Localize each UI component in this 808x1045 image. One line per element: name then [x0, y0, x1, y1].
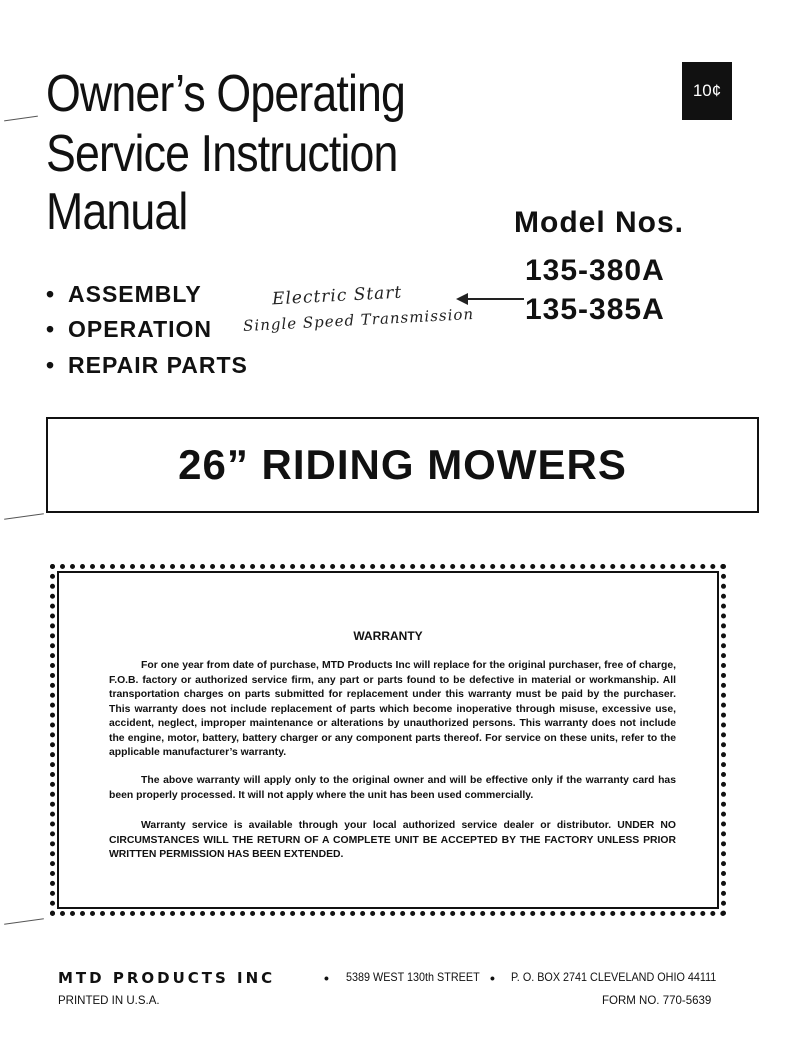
title-line-1: Owner’s Operating	[46, 65, 406, 123]
title-line-2: Service Instruction	[46, 125, 398, 183]
scan-mark	[4, 918, 44, 925]
model-heading: Model Nos.	[514, 206, 685, 239]
feature-item-repair-parts: • REPAIR PARTS	[46, 352, 248, 378]
warranty-paragraph-2: The above warranty will apply only to the original owner and will be effective only if the warranty card has been properly processed. It will not apply where the unit has been used commercially.	[109, 775, 676, 801]
model-number-2: 135-385A	[525, 293, 665, 326]
arrow-head-icon	[456, 293, 468, 305]
banner-text: 26” RIDING MOWERS	[178, 441, 627, 488]
warranty-paragraph-3: Warranty service is available through your local authorized service dealer or distributor. UNDER NO CIRCUMSTANCES WILL THE RETURN OF A COMPLETE UNIT BE ACCEPTED BY THE FACTORY UNLESS PRIOR WRITTEN PERMISSION HAS BEEN EXTENDED.	[109, 820, 676, 860]
scan-mark	[4, 513, 44, 520]
feature-item-operation: • OPERATION	[46, 316, 213, 342]
separator-dot-icon: •	[490, 970, 495, 986]
warranty-title: WARRANTY	[353, 629, 423, 643]
bullet-icon: •	[46, 316, 56, 342]
scan-mark	[4, 116, 38, 122]
title-banner	[46, 417, 759, 513]
price-badge: 10¢	[682, 62, 732, 120]
arrow-line	[468, 298, 524, 300]
bullet-icon: •	[46, 281, 56, 307]
footer-company: MTD PRODUCTS INC	[58, 969, 276, 987]
footer-street: 5389 WEST 130th STREET	[346, 970, 480, 984]
title-line-3: Manual	[46, 183, 188, 241]
warranty-paragraph-1: For one year from date of purchase, MTD Products Inc will replace for the original purchaser, free of charge, F.O.B. factory or authorized service firm, any part or parts found to be defective in material or workmanship. All transportation charges on parts submitted for replacement under this warranty must be paid by the purchaser. This warranty does not include replacement of parts which become inoperative through misuse, excessive use, accident, neglect, improper maintenance or alterations by unauthorized persons. This warranty does not include the engine, motor, battery, battery charger or any component parts thereof. For service on these units, refer to the applicable manufacturer’s warranty.	[109, 660, 676, 758]
footer-printed: PRINTED IN U.S.A.	[58, 995, 160, 1007]
model-number-1: 135-380A	[525, 254, 665, 287]
warranty-box	[50, 564, 726, 916]
bullet-icon: •	[46, 352, 56, 378]
handwritten-note-transmission: Single Speed Transmission	[242, 304, 475, 336]
feature-item-assembly: • ASSEMBLY	[46, 281, 202, 307]
separator-dot-icon: •	[324, 970, 329, 986]
footer-po-box: P. O. BOX 2741 CLEVELAND OHIO 44111	[511, 970, 717, 984]
footer-form-number: FORM NO. 770-5639	[602, 995, 712, 1007]
handwritten-note-electric-start: Electric Start	[271, 282, 403, 310]
